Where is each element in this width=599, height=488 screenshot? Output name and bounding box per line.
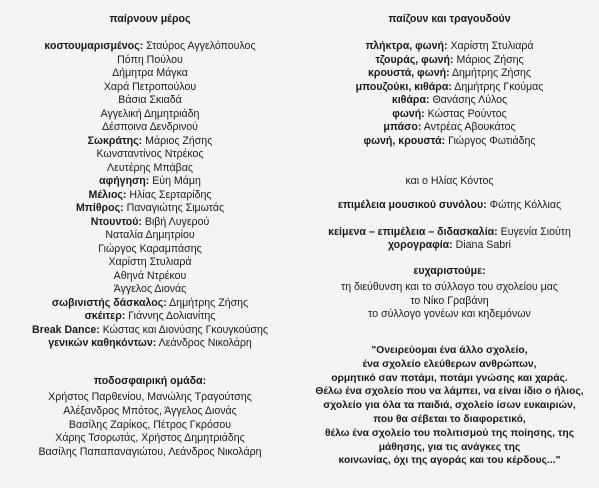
cast-role: Break Dance: — [32, 323, 100, 336]
cast-row — [0, 297, 300, 309]
quote-line — [300, 359, 599, 371]
cast-name: Βιβή Λυγερού — [144, 215, 210, 228]
musician-role: μπάσο: — [383, 121, 422, 133]
music-supervision-credit — [300, 199, 599, 211]
musician-role: κρουστά, φωνή: — [368, 67, 450, 79]
credit-role: επιμέλεια μουσικού συνόλου: — [337, 199, 487, 211]
quote-line — [300, 428, 599, 440]
quote-line — [300, 345, 599, 357]
quote-text: θέλω ένα σχολείο του πολιτισμού της ποίησης, της — [324, 427, 575, 439]
musician-row — [300, 67, 599, 79]
musician-role: μπουζούκι, κιθάρα: — [355, 80, 452, 93]
cast-name: Χαρά Πετροπούλου — [103, 80, 197, 93]
cast-row — [0, 40, 300, 52]
cast-name: Δημήτρης Ζήσης — [169, 296, 249, 309]
cast-role: σκέιτερ: — [84, 310, 126, 322]
musician-name: Δημήτρης Γκούμας — [454, 80, 544, 93]
quote-text: ένα σχολείο ελεύθερων ανθρώπων, — [362, 358, 537, 370]
cast-name: Σταύρος Αγγελόπουλος — [146, 40, 256, 52]
team-row — [0, 446, 300, 458]
cast-name: Δέσποινα Δενδρινού — [102, 121, 198, 133]
cast-name: Άγγελος Διονάς — [113, 283, 187, 295]
cast-name: Βάσια Σκιαδά — [118, 94, 182, 106]
musician-row — [300, 94, 599, 106]
musician-name: Μάριος Ζήσης — [456, 53, 524, 66]
cast-name: Χαρίστη Στυλιαρά — [108, 256, 192, 268]
quote-line — [300, 442, 599, 454]
quote-line — [300, 373, 599, 385]
cast-role: αφήγηση: — [99, 175, 150, 187]
guest-line: και ο Ηλίας Κόντος — [405, 175, 494, 187]
cast-row — [0, 229, 300, 241]
thanks-row — [300, 295, 599, 307]
texts-direction-credit — [300, 226, 599, 238]
musician-role: φωνή, κρουστά: — [363, 134, 446, 147]
cast-name: Εύη Μάμη — [152, 175, 201, 187]
musician-role: τζουράς, φωνή: — [375, 53, 454, 66]
thanks-text: το σύλλογο γονέων και κηδεμόνων — [368, 308, 531, 320]
musician-name: Θανάσης Λύλος — [432, 94, 508, 106]
cast-role: Μπίθρος: — [75, 202, 124, 214]
cast-row — [0, 283, 300, 295]
quote-text: ορμητικό σαν ποτάμι, ποτάμι γνώσης και χαράς. — [331, 372, 568, 384]
musician-name: Χαρίστη Στυλιαρά — [450, 40, 534, 52]
cast-name: Λεάνδρος Νικολάρη — [158, 337, 252, 349]
cast-name: Ναταλία Δημητρίου — [105, 229, 195, 241]
cast-role: γενικών καθηκόντων: — [48, 337, 157, 349]
quote-text: Θέλω ένα σχολείο που να λάμπει, να είναι ίδιο ο ήλιος, — [315, 386, 584, 398]
credit-name: Ευγενία Σιούτη — [500, 226, 571, 238]
cast-row — [0, 162, 300, 174]
musician-row — [300, 108, 599, 120]
cast-role: σωβινιστής δάσκαλος: — [51, 296, 167, 309]
quote-line — [300, 414, 599, 426]
cast-name: Παναγιώτης Σιμωτάς — [126, 202, 225, 214]
cast-row — [0, 54, 300, 66]
quote-text: που θα σέβεται το διαφορετικό, — [373, 414, 526, 425]
quote-line — [300, 455, 599, 467]
cast-row — [0, 81, 300, 93]
musician-row — [300, 135, 599, 147]
quote-text: σχολείο για όλα τα παιδιά, σχολείο ίσων ευκαιριών, — [323, 400, 576, 412]
cast-row — [0, 324, 300, 336]
cast-row — [0, 216, 300, 228]
musician-row — [300, 121, 599, 133]
cast-name: Μάριος Ζήσης — [145, 134, 213, 147]
thanks-text: τη διεύθυνση και το σύλλογο του σχολείου μας — [341, 281, 558, 293]
cast-row — [0, 189, 300, 201]
cast-row — [0, 135, 300, 147]
cast-name: Κώστας και Διονύσης Γκουγκούσης — [102, 323, 268, 336]
quote-line — [300, 386, 599, 398]
choreography-credit — [300, 239, 599, 251]
credit-role: χορογραφία: — [387, 239, 453, 251]
cast-name: Γιώργος Καραμπάσης — [98, 242, 202, 255]
musician-name: Δημήτρης Ζήσης — [451, 67, 531, 79]
cast-row — [0, 243, 300, 255]
thanks-heading: ευχαριστούμε: — [413, 265, 486, 277]
cast-row — [0, 310, 300, 322]
cast-row — [0, 108, 300, 120]
cast-row — [0, 148, 300, 160]
cast-role: κοστουμαρισμένος: — [44, 40, 144, 52]
quote-text: "Ονειρεύομαι ένα άλλο σχολείο, — [371, 345, 528, 356]
credit-name: Diana Sabri — [455, 239, 512, 251]
musicians-heading: παίζουν και τραγουδούν — [388, 13, 511, 25]
cast-name: Λευτέρης Μπάβας — [107, 161, 193, 174]
cast-row — [0, 337, 300, 349]
cast-name: Αγγελική Δημητριάδη — [100, 107, 200, 120]
cast-row — [0, 121, 300, 133]
cast-role: Μέλιος: — [88, 188, 127, 201]
cast-name: Γιάννης Δολιανίτης — [128, 310, 216, 322]
quote-text: κοινωνίας, όχι της αγοράς και του κέρδους..." — [338, 455, 561, 467]
team-members: Αλέξανδρος Μπότος, Άγγελος Διονάς — [63, 404, 237, 417]
thanks-row — [300, 308, 599, 320]
team-members: Βασίλης Ζαρίκος, Πέτρος Γκρόσου — [68, 418, 232, 431]
cast-name: Ηλίας Σερταρίδης — [129, 188, 212, 201]
cast-row — [0, 256, 300, 268]
musician-row — [300, 40, 599, 52]
team-members: Χρήστος Παρθενίου, Μανώλης Τραγούτσης — [48, 391, 252, 403]
credit-name: Φώτης Κόλλιας — [489, 199, 562, 211]
musician-name: Κώστας Ρούντος — [427, 107, 507, 120]
credit-role: κείμενα – επιμέλεια – διδασκαλία: — [328, 226, 498, 238]
cast-name: Κωνσταντίνος Ντρέκος — [96, 148, 204, 160]
musician-role: φωνή: — [392, 107, 425, 120]
quote-text: μάθησης, για τις ανάγκες της — [378, 441, 521, 453]
quote-line — [300, 400, 599, 412]
musician-role: πλήκτρα, φωνή: — [365, 40, 448, 52]
cast-row — [0, 270, 300, 282]
cast-role: Σωκράτης: — [87, 134, 143, 147]
team-row — [0, 419, 300, 431]
cast-row — [0, 67, 300, 79]
team-row — [0, 432, 300, 444]
cast-role: Ντουντού: — [90, 215, 142, 228]
team-members: Βασίλης Παπαπαναγιώτου, Λεάνδρος Νικολάρη — [38, 446, 262, 459]
cast-name: Αθηνά Ντρέκου — [113, 269, 187, 282]
cast-row — [0, 175, 300, 187]
thanks-row — [300, 281, 599, 293]
team-row — [0, 391, 300, 403]
thanks-text: το Νίκο Γραβάνη — [410, 294, 489, 307]
musician-row — [300, 54, 599, 66]
team-members: Χάρης Τσορωτάς, Χρήστος Δημητριάδης — [55, 432, 245, 445]
musician-role: κιθάρα: — [391, 94, 430, 106]
musician-row — [300, 81, 599, 93]
cast-name: Πόπη Πούλου — [117, 53, 183, 66]
cast-row — [0, 202, 300, 214]
cast-row — [0, 94, 300, 106]
team-heading: ποδοσφαιρική ομάδα: — [93, 375, 207, 387]
cast-heading: παίρνουν μέρος — [109, 13, 191, 25]
musician-name: Αντρέας Αβουκάτος — [423, 121, 516, 133]
cast-name: Δήμητρα Μάγκα — [112, 67, 188, 79]
team-row — [0, 405, 300, 417]
musician-name: Γιώργος Φωτιάδης — [448, 134, 536, 147]
